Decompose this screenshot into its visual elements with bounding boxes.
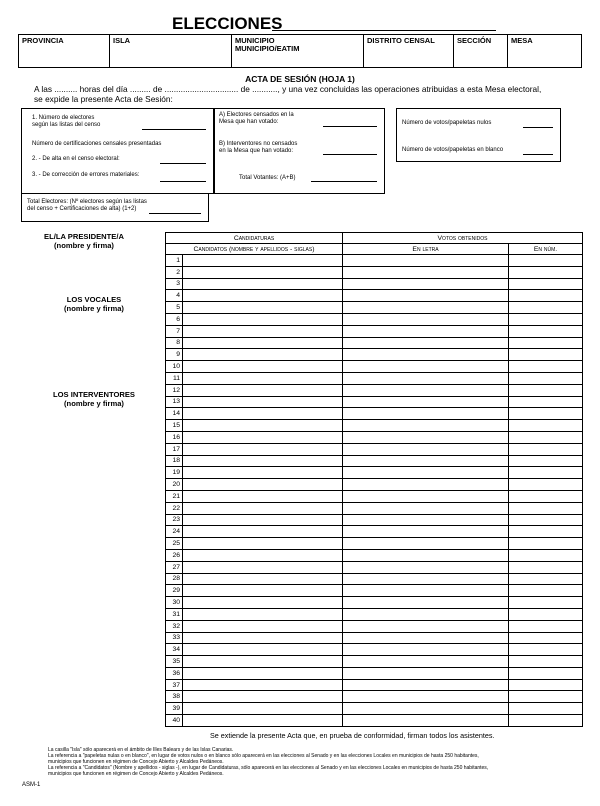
num-cell[interactable]: [509, 644, 583, 656]
letra-cell[interactable]: [343, 679, 509, 691]
table-row: [166, 549, 583, 561]
total-electores-label-2: del censo + Certificaciones de alta) (1+2): [27, 206, 137, 212]
table-row: [166, 337, 583, 349]
candidate-cell[interactable]: [183, 431, 343, 443]
letra-cell[interactable]: [343, 703, 509, 715]
candidate-cell[interactable]: [183, 490, 343, 502]
total-votantes-label: Total Votantes: (A+B): [239, 175, 296, 181]
num-cell[interactable]: [509, 372, 583, 384]
num-cell[interactable]: [509, 384, 583, 396]
row-number: 22: [166, 502, 183, 514]
letra-cell[interactable]: [343, 644, 509, 656]
certificaciones-label: Número de certificaciones censales presentadas: [32, 141, 162, 147]
row-number: 14: [166, 408, 183, 420]
electores-label-2: según las listas del censo: [32, 122, 101, 128]
intro-line-2: se expide la presente Acta de Sesión:: [34, 94, 173, 104]
table-row: [166, 431, 583, 443]
field-seccion[interactable]: [453, 35, 507, 67]
interventores-label: [24, 390, 164, 408]
num-cell[interactable]: [509, 549, 583, 561]
table-row: [166, 620, 583, 632]
candidate-cell[interactable]: [183, 467, 343, 479]
num-cell[interactable]: [509, 420, 583, 432]
num-cell[interactable]: [509, 361, 583, 373]
candidate-cell[interactable]: [183, 561, 343, 573]
letra-cell[interactable]: [343, 313, 509, 325]
candidaturas-table: [165, 232, 583, 727]
candidate-cell[interactable]: [183, 479, 343, 491]
letra-cell[interactable]: [343, 420, 509, 432]
letra-cell[interactable]: [343, 455, 509, 467]
intro-line-1: A las .......... horas del día ......... de ................................ de ..........., y una vez concluidas las operaciones atribuidas a esta Mesa electoral,: [34, 84, 542, 94]
candidate-cell[interactable]: [183, 502, 343, 514]
vocales-label: [24, 295, 164, 313]
row-number: 19: [166, 467, 183, 479]
candidate-cell[interactable]: [183, 526, 343, 538]
candidate-cell[interactable]: [183, 620, 343, 632]
table-row: [166, 420, 583, 432]
num-cell[interactable]: [509, 255, 583, 267]
label-isla: ISLA: [113, 36, 131, 45]
vocales-subtitle: (nombre y firma): [64, 304, 124, 313]
candidate-cell[interactable]: [183, 715, 343, 727]
num-cell[interactable]: [509, 514, 583, 526]
candidate-cell[interactable]: [183, 679, 343, 691]
table-row: [166, 561, 583, 573]
label-mesa: MESA: [511, 36, 533, 45]
note-3: municipios que funcionen en régimen de Concejo Abierto y Alcaldes Pedáneos.: [48, 759, 224, 765]
row-number: 24: [166, 526, 183, 538]
presidente-label: [14, 232, 154, 250]
letra-cell[interactable]: [343, 514, 509, 526]
row-number: 31: [166, 608, 183, 620]
row-number: 27: [166, 561, 183, 573]
num-cell[interactable]: [509, 597, 583, 609]
candidate-cell[interactable]: [183, 573, 343, 585]
candidate-cell[interactable]: [183, 549, 343, 561]
candidate-cell[interactable]: [183, 703, 343, 715]
candidate-cell[interactable]: [183, 349, 343, 361]
header-box: [18, 34, 582, 68]
presidente-title: EL/LA PRESIDENTE/A: [44, 232, 124, 241]
candidate-cell[interactable]: [183, 302, 343, 314]
num-cell[interactable]: [509, 325, 583, 337]
table-row: [166, 313, 583, 325]
label-provincia: PROVINCIA: [22, 36, 64, 45]
row-number: 8: [166, 337, 183, 349]
letra-cell[interactable]: [343, 349, 509, 361]
table-row: [166, 278, 583, 290]
table-row: [166, 361, 583, 373]
num-cell[interactable]: [509, 561, 583, 573]
title-underline: [272, 30, 496, 31]
alta-input[interactable]: [160, 163, 206, 164]
num-cell[interactable]: [509, 337, 583, 349]
votantes-b-label-1: B) Interventores no censados: [219, 141, 298, 147]
candidate-cell[interactable]: [183, 420, 343, 432]
label-distrito: DISTRITO CENSAL: [367, 36, 435, 45]
header-en-letra: En letra: [343, 244, 509, 255]
num-cell[interactable]: [509, 431, 583, 443]
num-cell[interactable]: [509, 679, 583, 691]
alta-label: 2. - De alta en el censo electoral:: [32, 156, 120, 162]
row-number: 34: [166, 644, 183, 656]
row-number: 18: [166, 455, 183, 467]
row-number: 7: [166, 325, 183, 337]
letra-cell[interactable]: [343, 337, 509, 349]
row-number: 37: [166, 679, 183, 691]
votantes-b-input[interactable]: [323, 154, 377, 155]
table-row: [166, 266, 583, 278]
row-number: 33: [166, 632, 183, 644]
candidate-cell[interactable]: [183, 656, 343, 668]
row-number: 4: [166, 290, 183, 302]
table-row: [166, 691, 583, 703]
blanco-input[interactable]: [523, 154, 553, 155]
num-cell[interactable]: [509, 479, 583, 491]
header-candidatos: Candidatos (nombre y apellidos - siglas): [166, 244, 343, 255]
letra-cell[interactable]: [343, 620, 509, 632]
letra-cell[interactable]: [343, 656, 509, 668]
num-cell[interactable]: [509, 467, 583, 479]
row-number: 21: [166, 490, 183, 502]
table-row: [166, 656, 583, 668]
candidate-cell[interactable]: [183, 585, 343, 597]
total-electores-label-1: Total Electores: (Nº electores según las listas: [27, 199, 147, 205]
table-row: [166, 703, 583, 715]
interventores-title: LOS INTERVENTORES: [53, 390, 135, 399]
votantes-a-label-2: Mesa que han votado:: [219, 119, 279, 125]
candidate-cell[interactable]: [183, 372, 343, 384]
letra-cell[interactable]: [343, 255, 509, 267]
row-number: 38: [166, 691, 183, 703]
table-row: [166, 349, 583, 361]
num-cell[interactable]: [509, 408, 583, 420]
candidate-cell[interactable]: [183, 443, 343, 455]
table-row: [166, 455, 583, 467]
num-cell[interactable]: [509, 302, 583, 314]
letra-cell[interactable]: [343, 325, 509, 337]
note-2: La referencia a "papeletas nulas o en blanco", en lugar de votos nulos o en blanco sólo aparecerá en las elecciones al Senado y en las elecciones Locales en municipios de hasta 250 habitantes,: [48, 753, 479, 759]
letra-cell[interactable]: [343, 573, 509, 585]
letra-cell[interactable]: [343, 443, 509, 455]
letra-cell[interactable]: [343, 502, 509, 514]
table-row: [166, 514, 583, 526]
total-electores-box: [21, 193, 209, 222]
num-cell[interactable]: [509, 396, 583, 408]
candidate-cell[interactable]: [183, 667, 343, 679]
num-cell[interactable]: [509, 608, 583, 620]
letra-cell[interactable]: [343, 490, 509, 502]
num-cell[interactable]: [509, 715, 583, 727]
row-number: 3: [166, 278, 183, 290]
num-cell[interactable]: [509, 278, 583, 290]
candidate-cell[interactable]: [183, 337, 343, 349]
row-number: 39: [166, 703, 183, 715]
candidate-cell[interactable]: [183, 691, 343, 703]
num-cell[interactable]: [509, 349, 583, 361]
row-number: 2: [166, 266, 183, 278]
letra-cell[interactable]: [343, 715, 509, 727]
electores-input[interactable]: [142, 129, 206, 130]
votantes-box: [214, 108, 385, 194]
letra-cell[interactable]: [343, 538, 509, 550]
letra-cell[interactable]: [343, 302, 509, 314]
field-municipio[interactable]: [231, 35, 363, 67]
candidate-cell[interactable]: [183, 266, 343, 278]
table-row: [166, 396, 583, 408]
letra-cell[interactable]: [343, 290, 509, 302]
vocales-title: LOS VOCALES: [66, 295, 122, 304]
candidate-cell[interactable]: [183, 538, 343, 550]
correccion-label: 3. - De corrección de errores materiales:: [32, 172, 140, 178]
label-municipio: MUNICIPIO: [235, 36, 275, 45]
note-5: municipios que funcionen en régimen de Concejo Abierto y Alcaldes Pedáneos.: [48, 771, 224, 777]
table-row: [166, 679, 583, 691]
num-cell[interactable]: [509, 656, 583, 668]
row-number: 35: [166, 656, 183, 668]
num-cell[interactable]: [509, 313, 583, 325]
footnotes: [48, 747, 588, 777]
field-distrito-censal[interactable]: [363, 35, 453, 67]
row-number: 26: [166, 549, 183, 561]
num-cell[interactable]: [509, 502, 583, 514]
row-number: 25: [166, 538, 183, 550]
table-row: [166, 490, 583, 502]
table-row: [166, 597, 583, 609]
letra-cell[interactable]: [343, 526, 509, 538]
table-row: [166, 585, 583, 597]
table-row: [166, 372, 583, 384]
letra-cell[interactable]: [343, 597, 509, 609]
candidate-cell[interactable]: [183, 396, 343, 408]
letra-cell[interactable]: [343, 372, 509, 384]
candidate-cell[interactable]: [183, 632, 343, 644]
row-number: 13: [166, 396, 183, 408]
table-row: [166, 502, 583, 514]
letra-cell[interactable]: [343, 691, 509, 703]
letra-cell[interactable]: [343, 479, 509, 491]
row-number: 9: [166, 349, 183, 361]
candidate-cell[interactable]: [183, 325, 343, 337]
form-code: ASM-1: [22, 782, 41, 788]
row-number: 12: [166, 384, 183, 396]
num-cell[interactable]: [509, 632, 583, 644]
table-row: [166, 467, 583, 479]
row-number: 6: [166, 313, 183, 325]
electores-box: [21, 108, 214, 194]
table-row: [166, 325, 583, 337]
num-cell[interactable]: [509, 455, 583, 467]
candidate-cell[interactable]: [183, 408, 343, 420]
presidente-subtitle: (nombre y firma): [54, 241, 114, 250]
row-number: 11: [166, 372, 183, 384]
total-electores-input[interactable]: [149, 213, 201, 214]
num-cell[interactable]: [509, 620, 583, 632]
note-4: La referencia a "Candidatos" (Nombre y apellidos - siglas -), en lugar de Candidaturas, sólo aparecerá en las elecciones al Senado y en las elecciones Locales en municipios de hasta 250 habitantes,: [48, 765, 489, 771]
header-votos: Votos obtenidos: [343, 233, 583, 244]
letra-cell[interactable]: [343, 278, 509, 290]
row-number: 1: [166, 255, 183, 267]
letra-cell[interactable]: [343, 632, 509, 644]
votantes-a-label-1: A) Electores censados en la: [219, 112, 294, 118]
nulos-blanco-box: [396, 108, 561, 162]
table-row: [166, 479, 583, 491]
letra-cell[interactable]: [343, 361, 509, 373]
row-number: 36: [166, 667, 183, 679]
blanco-label: Número de votos/papeletas en blanco: [402, 147, 504, 153]
label-seccion: SECCIÓN: [457, 36, 492, 45]
row-number: 10: [166, 361, 183, 373]
table-row: [166, 715, 583, 727]
num-cell[interactable]: [509, 703, 583, 715]
num-cell[interactable]: [509, 538, 583, 550]
letra-cell[interactable]: [343, 266, 509, 278]
row-number: 20: [166, 479, 183, 491]
candidate-cell[interactable]: [183, 597, 343, 609]
candidate-cell[interactable]: [183, 455, 343, 467]
row-number: 40: [166, 715, 183, 727]
table-row: [166, 443, 583, 455]
table-row: [166, 526, 583, 538]
letra-cell[interactable]: [343, 431, 509, 443]
row-number: 5: [166, 302, 183, 314]
num-cell[interactable]: [509, 573, 583, 585]
num-cell[interactable]: [509, 526, 583, 538]
row-number: 23: [166, 514, 183, 526]
header-candidaturas: Candidaturas: [166, 233, 343, 244]
candidate-cell[interactable]: [183, 644, 343, 656]
candidate-cell[interactable]: [183, 361, 343, 373]
votantes-b-label-2: en la Mesa que han votado:: [219, 148, 294, 154]
letra-cell[interactable]: [343, 408, 509, 420]
letra-cell[interactable]: [343, 667, 509, 679]
nulos-input[interactable]: [523, 127, 553, 128]
field-provincia[interactable]: [19, 35, 109, 67]
page-title: ELECCIONES: [172, 14, 283, 33]
num-cell[interactable]: [509, 490, 583, 502]
letra-cell[interactable]: [343, 561, 509, 573]
row-number: 29: [166, 585, 183, 597]
letra-cell[interactable]: [343, 585, 509, 597]
table-row: [166, 644, 583, 656]
candidate-cell[interactable]: [183, 313, 343, 325]
row-number: 28: [166, 573, 183, 585]
num-cell[interactable]: [509, 667, 583, 679]
votantes-a-input[interactable]: [323, 126, 377, 127]
num-cell[interactable]: [509, 691, 583, 703]
letra-cell[interactable]: [343, 608, 509, 620]
note-1: La casilla "Isla" sólo aparecerá en el ámbito de Illes Balears y de las Islas Canarias.: [48, 747, 234, 753]
table-row: [166, 408, 583, 420]
letra-cell[interactable]: [343, 396, 509, 408]
table-row: [166, 384, 583, 396]
row-number: 16: [166, 431, 183, 443]
row-number: 32: [166, 620, 183, 632]
candidate-cell[interactable]: [183, 514, 343, 526]
correccion-input[interactable]: [160, 181, 206, 182]
table-row: [166, 573, 583, 585]
table-row: [166, 255, 583, 267]
num-cell[interactable]: [509, 443, 583, 455]
row-number: 15: [166, 420, 183, 432]
row-number: 17: [166, 443, 183, 455]
candidate-cell[interactable]: [183, 608, 343, 620]
header-en-num: En núm.: [509, 244, 583, 255]
num-cell[interactable]: [509, 585, 583, 597]
letra-cell[interactable]: [343, 549, 509, 561]
num-cell[interactable]: [509, 290, 583, 302]
candidate-cell[interactable]: [183, 384, 343, 396]
label-municipio-eatim: MUNICIPIO/EATIM: [235, 44, 300, 53]
electores-label-1: 1. Número de electores: [32, 115, 95, 121]
intro-text: [34, 84, 594, 104]
letra-cell[interactable]: [343, 467, 509, 479]
table-row: [166, 608, 583, 620]
candidate-cell[interactable]: [183, 278, 343, 290]
nulos-label: Número de votos/papeletas nulos: [402, 120, 492, 126]
interventores-subtitle: (nombre y firma): [64, 399, 124, 408]
table-row: [166, 667, 583, 679]
candidate-cell[interactable]: [183, 290, 343, 302]
total-votantes-input[interactable]: [311, 181, 377, 182]
table-row: [166, 538, 583, 550]
field-isla[interactable]: [109, 35, 231, 67]
candidate-cell[interactable]: [183, 255, 343, 267]
footer-statement: Se extiende la presente Acta que, en prueba de conformidad, firman todos los asistentes.: [210, 731, 495, 740]
row-number: 30: [166, 597, 183, 609]
field-mesa[interactable]: [507, 35, 583, 67]
num-cell[interactable]: [509, 266, 583, 278]
table-row: [166, 290, 583, 302]
acta-title: ACTA DE SESIÓN (HOJA 1): [245, 74, 355, 84]
table-row: [166, 632, 583, 644]
table-row: [166, 302, 583, 314]
letra-cell[interactable]: [343, 384, 509, 396]
